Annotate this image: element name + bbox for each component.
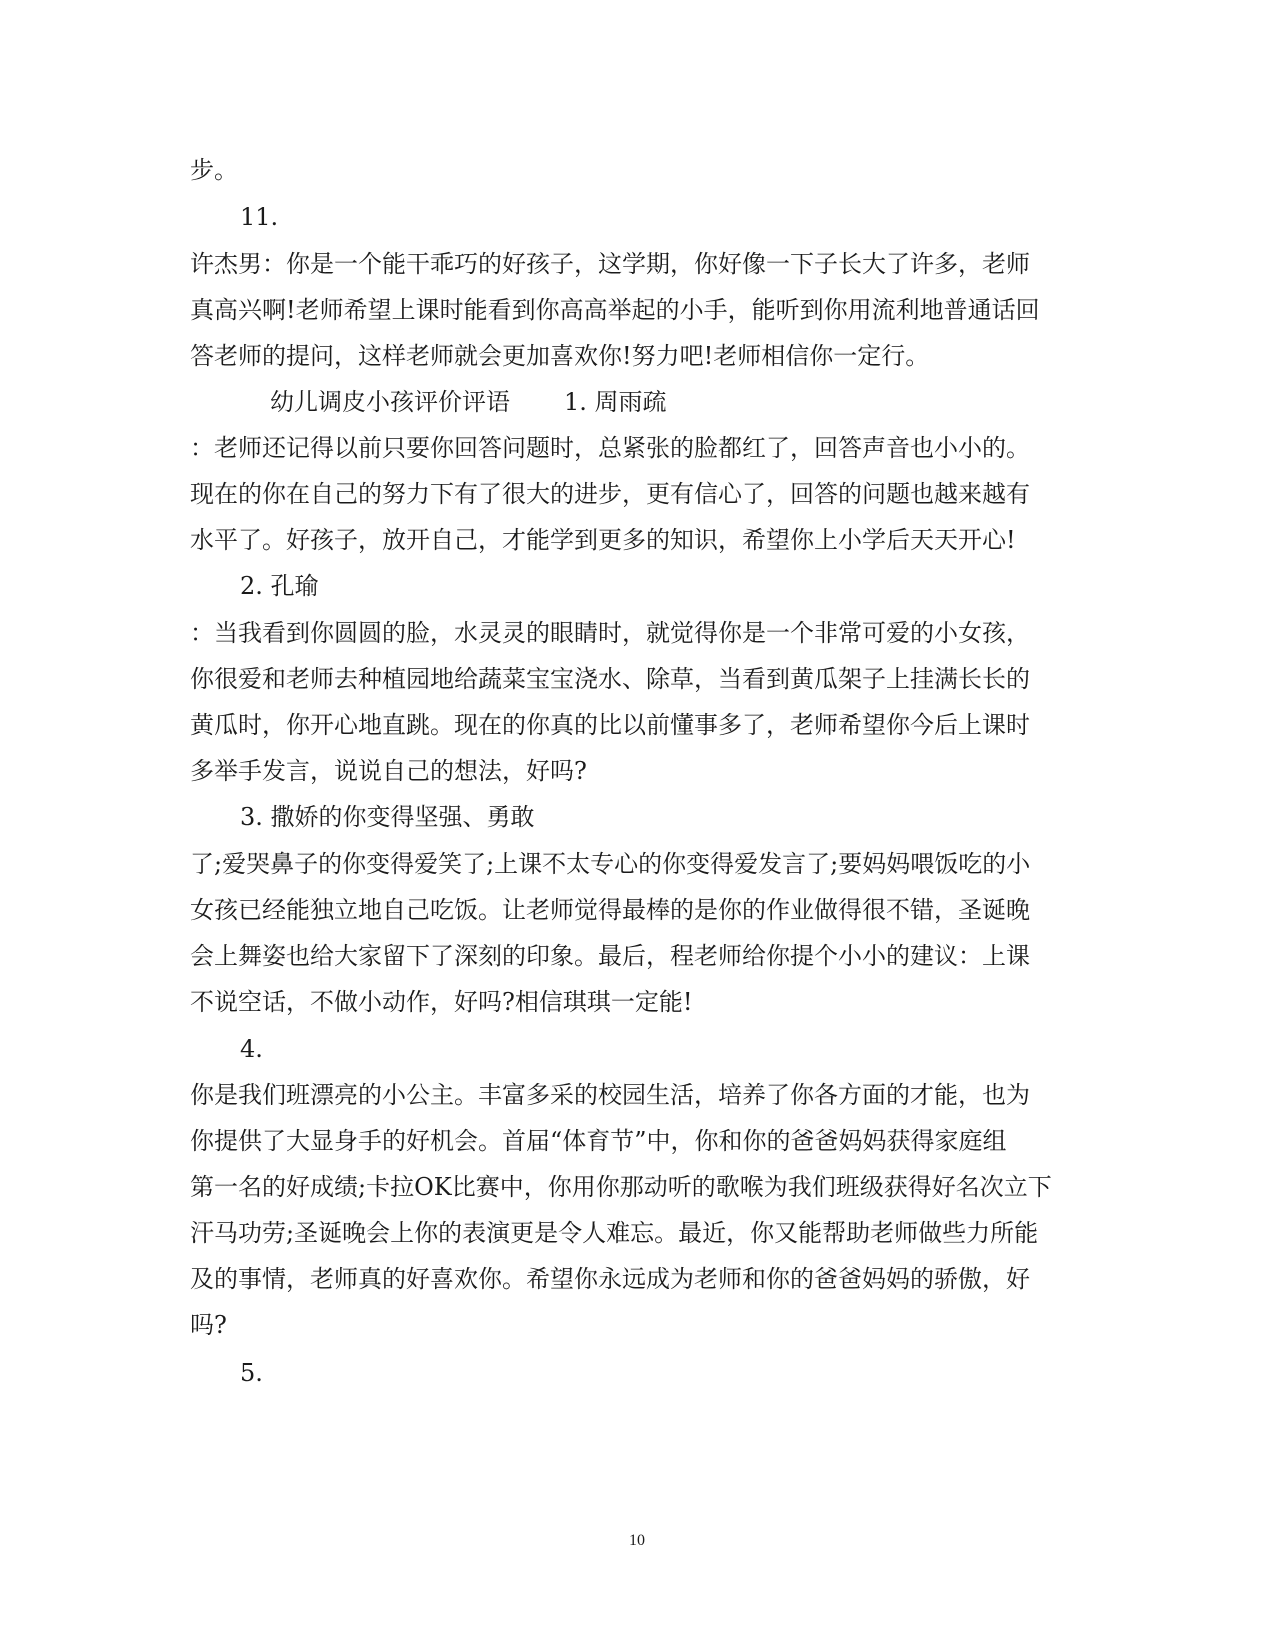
text-line: 现在的你在自己的努力下有了很大的进步，更有信心了，回答的问题也越来越有 bbox=[190, 480, 1030, 508]
item-number: 3. 撒娇的你变得坚强、勇敢 bbox=[240, 803, 535, 831]
text-line: 真高兴啊!老师希望上课时能看到你高高举起的小手，能听到你用流利地普通话回 bbox=[190, 296, 1040, 324]
text-line: 水平了。好孩子，放开自己，才能学到更多的知识，希望你上小学后天天开心! bbox=[190, 526, 1016, 554]
text-line: 了;爱哭鼻子的你变得爱笑了;上课不太专心的你变得爱发言了;要妈妈喂饭吃的小 bbox=[190, 850, 1031, 878]
text-line: 及的事情，老师真的好喜欢你。希望你永远成为老师和你的爸爸妈妈的骄傲，好 bbox=[190, 1265, 1030, 1293]
text-line: 会上舞姿也给大家留下了深刻的印象。最后，程老师给你提个小小的建议：上课 bbox=[190, 942, 1030, 970]
text-line: ：当我看到你圆圆的脸，水灵灵的眼睛时，就觉得你是一个非常可爱的小女孩， bbox=[190, 619, 1030, 647]
text-line: 汗马功劳;圣诞晚会上你的表演更是令人难忘。最近，你又能帮助老师做些力所能 bbox=[190, 1219, 1039, 1247]
text-line: 多举手发言，说说自己的想法，好吗? bbox=[190, 757, 587, 785]
page-number: 10 bbox=[629, 1532, 645, 1549]
section-heading bbox=[270, 387, 667, 417]
text-line: 你很爱和老师去种植园地给蔬菜宝宝浇水、除草，当看到黄瓜架子上挂满长长的 bbox=[190, 665, 1030, 693]
text-line: 许杰男：你是一个能干乖巧的好孩子，这学期，你好像一下子长大了许多，老师 bbox=[190, 250, 1030, 278]
text-line: 你提供了大显身手的好机会。首届“体育节”中，你和你的爸爸妈妈获得家庭组 bbox=[190, 1127, 1007, 1155]
text-line: 吗? bbox=[190, 1311, 227, 1339]
section-title: 幼儿调皮小孩评价评语 bbox=[270, 388, 510, 416]
text-line: 黄瓜时，你开心地直跳。现在的你真的比以前懂事多了，老师希望你今后上课时 bbox=[190, 711, 1030, 739]
text-line: 步。 bbox=[190, 156, 238, 184]
item-number: 5. bbox=[240, 1359, 263, 1387]
text-line: 你是我们班漂亮的小公主。丰富多采的校园生活，培养了你各方面的才能，也为 bbox=[190, 1081, 1030, 1109]
item-number: 1. 周雨疏 bbox=[564, 388, 667, 416]
item-number: 4. bbox=[240, 1035, 263, 1063]
text-line: 女孩已经能独立地自己吃饭。让老师觉得最棒的是你的作业做得很不错，圣诞晚 bbox=[190, 896, 1030, 924]
text-line: 不说空话，不做小动作，好吗?相信琪琪一定能! bbox=[190, 988, 693, 1016]
text-line: 第一名的好成绩;卡拉OK比赛中，你用你那动听的歌喉为我们班级获得好名次立下 bbox=[190, 1173, 1052, 1201]
item-number: 2. 孔瑜 bbox=[240, 572, 319, 600]
text-line: 答老师的提问，这样老师就会更加喜欢你!努力吧!老师相信你一定行。 bbox=[190, 342, 930, 370]
text-line: ：老师还记得以前只要你回答问题时，总紧张的脸都红了，回答声音也小小的。 bbox=[190, 434, 1030, 462]
item-number: 11. bbox=[240, 203, 279, 231]
